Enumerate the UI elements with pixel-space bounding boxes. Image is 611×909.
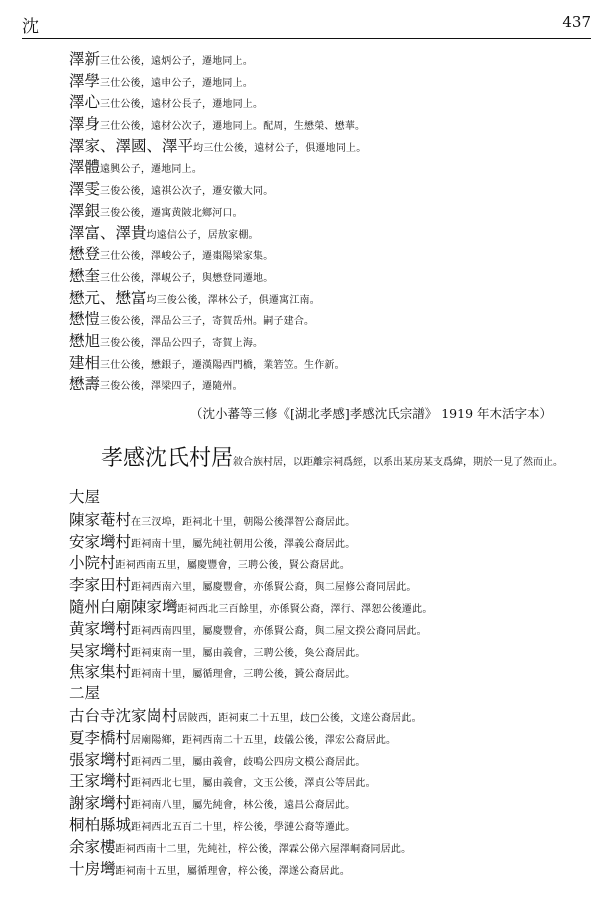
village-entry	[69, 661, 594, 683]
genealogy-entry	[69, 178, 589, 200]
entry-description: 均三俊公後，澤林公子，俱遷寓江南。	[146, 294, 320, 306]
village-name: 古台寺沈家崗村	[69, 706, 178, 725]
village-description: 距祠南十五里，屬循理會，梓公後，澤遂公裔居此。	[115, 865, 351, 877]
genealogy-entry	[69, 48, 589, 70]
village-name: 小院村	[69, 554, 116, 573]
village-entry	[69, 749, 594, 771]
village-name: 安家壪村	[69, 532, 132, 551]
genealogy-entry	[69, 330, 589, 352]
village-description: 距祠西北三百餘里，亦係賢公裔，澤行、澤恕公後遷此。	[177, 603, 433, 615]
village-entry	[69, 574, 594, 596]
entry-description: 三仕公後，澤峴公子，與懋登同遷地。	[100, 272, 274, 284]
village-entry	[69, 596, 594, 618]
village-name: 夏李橋村	[69, 728, 132, 747]
entry-name: 懋登	[69, 245, 101, 264]
genealogy-entry	[69, 308, 589, 330]
entry-name: 澤心	[69, 93, 101, 112]
genealogy-entry	[69, 265, 589, 287]
page-header	[0, 0, 611, 40]
village-name: 李家田村	[69, 576, 132, 595]
village-entry	[69, 727, 594, 749]
village-name: 隨州白廟陳家壪	[69, 597, 178, 616]
genealogy-entry	[69, 287, 589, 309]
genealogy-entry	[69, 135, 589, 157]
header-rule	[22, 38, 591, 39]
page-number: 437	[562, 13, 591, 31]
village-description: 距祠南十里，屬先純社朝用公後，澤義公裔居此。	[131, 538, 356, 550]
source-citation: （沈小蕃等三修《[湖北孝感]孝感沈氏宗譜》 1919 年木活字本）	[190, 406, 553, 421]
village-description: 在三汊埠，距祠北十里，朝陽公後澤智公裔居此。	[131, 516, 356, 528]
village-name: 桐柏縣城	[69, 815, 132, 834]
village-name: 十房壪	[69, 859, 116, 878]
genealogy-entry	[69, 70, 589, 92]
running-head-surname: 沈	[22, 17, 39, 37]
village-entry	[69, 836, 594, 858]
village-description: 距祠西北五百二十里，梓公後，學漣公裔等遷此。	[131, 821, 356, 833]
entry-description: 三仕公後，遠炳公子，遷地同上。	[100, 56, 254, 67]
village-entry	[69, 552, 594, 574]
entry-name: 澤銀	[69, 201, 101, 220]
village-list	[69, 487, 594, 879]
entry-name: 澤新	[69, 50, 101, 68]
village-description: 距祠西南六里，屬慶豐會，亦係賢公裔，與二屋修公裔同居此。	[131, 582, 417, 594]
village-entry	[69, 858, 594, 880]
village-description: 距祠西南四里，屬慶豐會，亦係賢公裔，與二屋文揆公裔同居此。	[131, 625, 427, 637]
village-description: 居廟陽鄉，距祠西南二十五里，歧儀公後，澤宏公裔居此。	[131, 734, 397, 746]
village-description: 距祠南十里，屬循理會，三聘公後，贇公裔居此。	[131, 669, 356, 681]
village-name: 王家壪村	[69, 772, 132, 791]
village-name: 吴家壪村	[69, 641, 132, 660]
entry-name: 澤身	[69, 115, 101, 134]
genealogy-entry	[69, 200, 589, 222]
entry-description: 三仕公後，懋銀子，遷漢陽西門橋，業箬笠。生作新。	[100, 359, 345, 371]
entry-description: 遠興公子，遷地同上。	[100, 164, 203, 176]
branch-label: 大屋	[69, 488, 101, 506]
genealogy-entry	[69, 222, 589, 244]
entry-name: 懋旭	[69, 331, 101, 350]
entry-description: 三俊公後，遠祺公次子，遷安徽大同。	[100, 186, 274, 198]
section-heading	[101, 441, 563, 472]
entry-name: 澤家、澤國、澤平	[69, 136, 194, 155]
entry-name: 澤體	[69, 158, 101, 177]
village-description: 距祠西南十二里，先純社，梓公後，澤霖公俤六屋澤峒裔同居此。	[115, 843, 412, 855]
entry-name: 澤學	[69, 71, 101, 90]
branch-label: 二屋	[69, 684, 101, 703]
village-name: 焦家集村	[69, 663, 132, 682]
village-name: 黄家壪村	[69, 619, 132, 638]
genealogy-entry	[69, 243, 589, 265]
entry-name: 澤富、澤貴	[69, 223, 147, 242]
village-name: 陳家菴村	[69, 510, 132, 529]
entry-name: 懋元、懋富	[69, 288, 147, 307]
genealogy-entry	[69, 156, 589, 178]
entry-description: 均遠信公子，居敖家棚。	[146, 229, 259, 241]
section-note: 敘合族村居，以距離宗祠爲經，以系出某房某支爲緯，期於一見了然而止。	[233, 457, 564, 468]
village-entry	[69, 640, 594, 662]
entry-name: 懋壽	[69, 375, 101, 394]
genealogy-entry-list	[69, 48, 589, 395]
entry-description: 三仕公後，遠申公子，遷地同上。	[100, 77, 254, 89]
village-description: 距祠西南五里，屬慶豐會，三聘公後，賢公裔居此。	[115, 560, 351, 572]
village-entry	[69, 814, 594, 836]
entry-name: 建相	[69, 353, 101, 372]
village-description: 居陂西，距祠東二十五里，歧□公後，文達公裔居此。	[177, 712, 422, 724]
entry-name: 澤雯	[69, 180, 101, 199]
genealogy-entry	[69, 373, 589, 395]
entry-name: 懋奎	[69, 266, 101, 285]
village-description: 距祠東南一里，屬由義會，三聘公後，奐公裔居此。	[131, 647, 366, 659]
village-name: 張家壪村	[69, 750, 132, 769]
village-entry	[69, 792, 594, 814]
village-entry	[69, 705, 594, 727]
entry-description: 三俊公後，澤梁四子，遷隨州。	[100, 381, 243, 393]
section-title: 孝感沈氏村居	[101, 446, 234, 471]
entry-description: 均三仕公後，遠材公子，俱遷地同上。	[193, 142, 367, 154]
genealogy-entry	[69, 91, 589, 113]
village-name: 謝家壪村	[69, 794, 132, 813]
genealogy-entry	[69, 113, 589, 135]
entry-description: 三俊公後，澤品公三子，寄賀岳州。嗣子建合。	[100, 316, 315, 328]
village-entry	[69, 509, 594, 531]
village-description: 距祠西北七里，屬由義會，文玉公後，澤貞公等居此。	[131, 778, 376, 790]
entry-description: 三仕公後，遠材公次子，遷地同上。配周，生懋榮、懋華。	[100, 121, 366, 133]
entry-name: 懋愷	[69, 310, 101, 329]
village-entry	[69, 770, 594, 792]
village-description: 距祠南八里，屬先純會，林公後，遠昌公裔居此。	[131, 800, 356, 812]
genealogy-entry	[69, 352, 589, 374]
entry-description: 三仕公後，澤峻公子，遷棗陽梁家集。	[100, 251, 274, 263]
village-name: 余家樓	[69, 837, 116, 856]
entry-description: 三俊公後，遷寓黄陂北鄉河口。	[100, 207, 243, 219]
entry-description: 三俊公後，澤品公四子，寄賀上海。	[100, 337, 264, 349]
entry-description: 三仕公後，遠材公長子，遷地同上。	[100, 99, 264, 111]
village-entry	[69, 618, 594, 640]
village-description: 距祠西二里，屬由義會，歧鳴公四房文模公裔居此。	[131, 756, 366, 768]
village-entry	[69, 531, 594, 553]
